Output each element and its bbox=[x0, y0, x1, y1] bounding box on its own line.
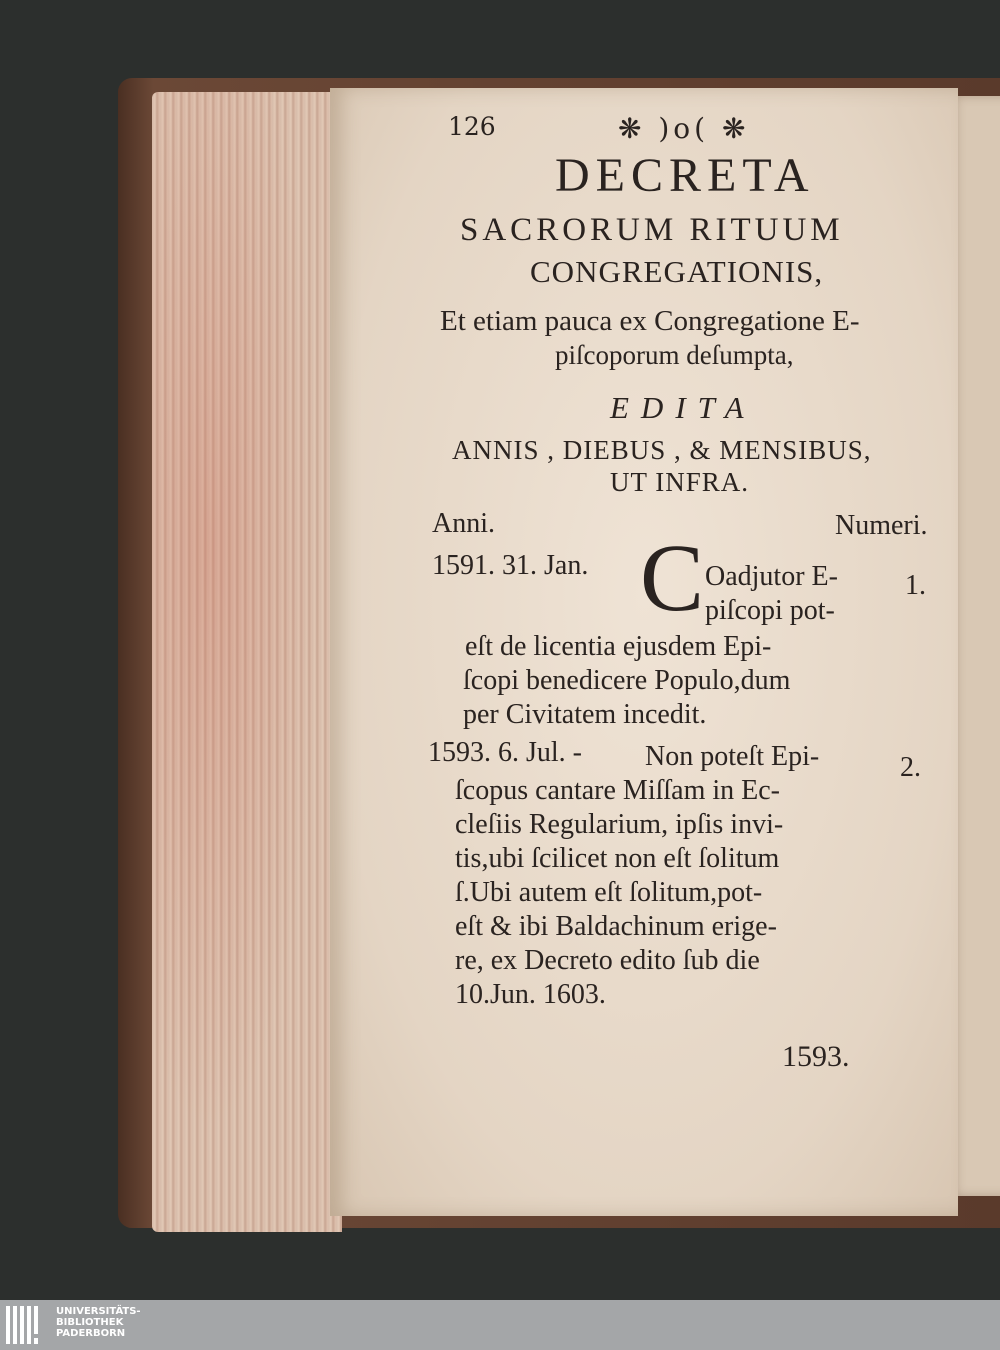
entry-text-line: 10.Jun. 1603. bbox=[455, 979, 606, 1010]
header-ornament: ❋ )o( ❋ bbox=[618, 112, 750, 145]
entry-text-line: re, ex Decreto edito ſub die bbox=[455, 945, 760, 976]
entry-text-line: ſcopus cantare Miſſam in Ec- bbox=[455, 775, 780, 806]
entry-number: 1. bbox=[905, 570, 926, 601]
entry-text-line: cleſiis Regularium, ipſis invi- bbox=[455, 809, 784, 840]
catchword: 1593. bbox=[782, 1040, 850, 1073]
title-line-7: ANNIS , DIEBUS , & MENSIBUS, bbox=[452, 435, 872, 465]
library-logo-icon bbox=[6, 1306, 46, 1344]
library-name-line: BIBLIOTHEK bbox=[56, 1317, 124, 1328]
entry-date: 1593. 6. Jul. - bbox=[428, 737, 582, 768]
library-name-line: PADERBORN bbox=[56, 1328, 126, 1339]
entry-text-line: ſ.Ubi autem eſt ſolitum,pot- bbox=[455, 877, 763, 908]
page-edges bbox=[152, 92, 342, 1232]
column-header-numeri: Numeri. bbox=[835, 510, 928, 541]
title-line-3: CONGREGATIONIS, bbox=[530, 254, 824, 289]
library-footer-bar bbox=[0, 1300, 1000, 1350]
title-line-4: Et etiam pauca ex Congregatione E- bbox=[440, 305, 860, 337]
entry-text-line: per Civitatem incedit. bbox=[463, 699, 707, 730]
entry-text-line: ſcopi benedicere Populo,dum bbox=[463, 665, 791, 696]
title-line-2: SACRORUM RITUUM bbox=[460, 212, 844, 248]
entry-text-line: Non poteſt Epi- bbox=[645, 741, 820, 772]
entry-date: 1591. 31. Jan. bbox=[432, 550, 589, 581]
entry-text-line: eſt de licentia ejusdem Epi- bbox=[465, 631, 772, 662]
title-line-5: piſcoporum deſumpta, bbox=[555, 340, 794, 370]
column-header-anni: Anni. bbox=[432, 508, 495, 539]
entry-text-line: piſcopi pot- bbox=[705, 595, 835, 626]
title-line-8: UT INFRA. bbox=[610, 467, 750, 497]
entry-text-line: Oadjutor E- bbox=[705, 561, 838, 592]
entry-number: 2. bbox=[900, 752, 921, 783]
entry-text-line: tis,ubi ſcilicet non eſt ſolitum bbox=[455, 843, 780, 874]
title-decreta: DECRETA bbox=[555, 149, 815, 202]
title-edita: EDITA bbox=[610, 390, 756, 425]
drop-cap-initial: C bbox=[640, 524, 705, 631]
page-number: 126 bbox=[448, 112, 496, 141]
library-logo-text bbox=[56, 1306, 141, 1339]
entry-text-line: eſt & ibi Baldachinum erige- bbox=[455, 911, 777, 942]
library-name-line: UNIVERSITÄTS- bbox=[56, 1306, 141, 1317]
